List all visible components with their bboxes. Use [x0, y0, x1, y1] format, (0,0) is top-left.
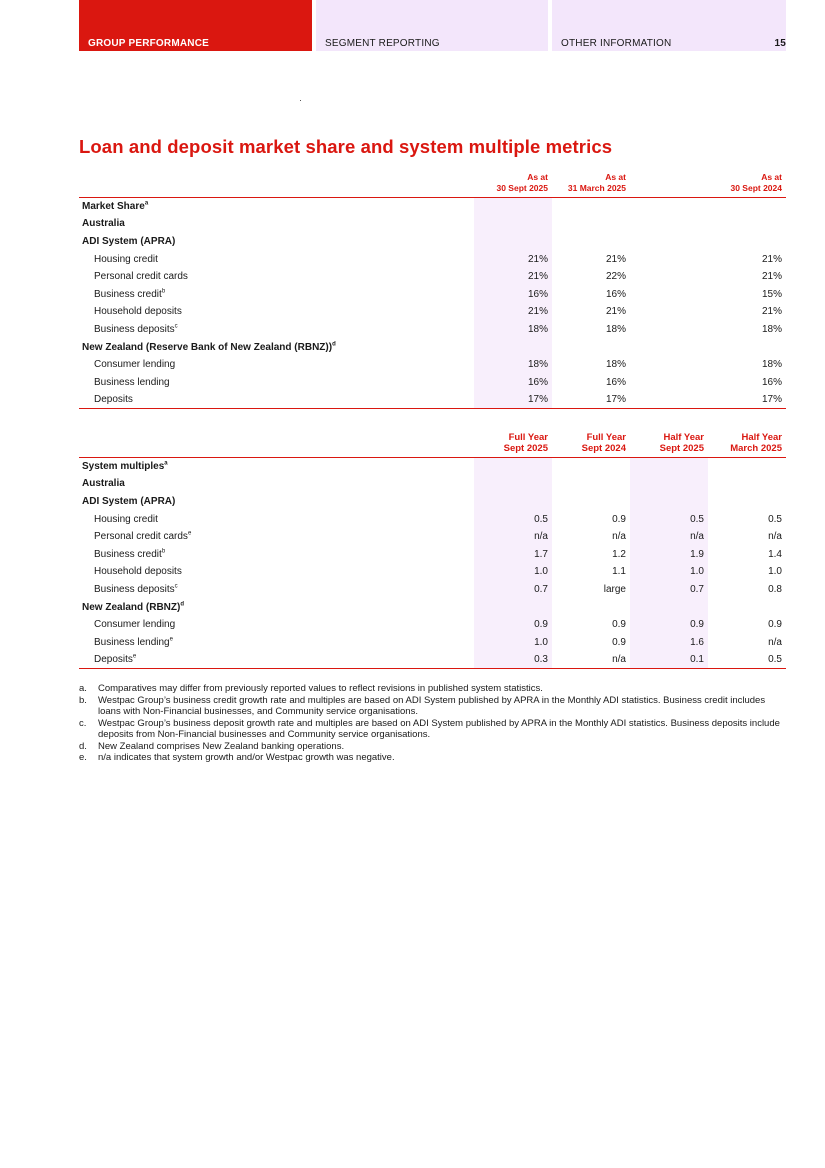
footnote-text: New Zealand comprises New Zealand banking operations.: [98, 740, 345, 752]
table-cell: n/a: [768, 531, 782, 543]
table-cell: [708, 475, 786, 493]
table-cell: 21%: [605, 306, 626, 318]
row-label: Housing credit: [94, 253, 158, 265]
table-cell: n/a: [630, 528, 708, 546]
table-row: [79, 616, 786, 634]
page-title: Loan and deposit market share and system multiple metrics: [79, 136, 613, 157]
table-cell: 17%: [605, 394, 626, 406]
table-cell: [552, 233, 630, 251]
row-label: Business credit$^b$: [94, 548, 166, 560]
table-row: [79, 268, 786, 286]
table-row: [79, 391, 786, 409]
table-cell: 0.5: [768, 654, 782, 666]
table-cell: [474, 458, 552, 476]
footnote-text: Westpac Group’s business deposit growth rate and multiples are based on ADI System published by APRA in the Monthly ADI statistics. Business deposits include deposits from Non-Financial businesses and Community service organisations.: [98, 717, 780, 740]
table-cell: 1.7: [474, 545, 552, 563]
table-cell: 0.5: [474, 510, 552, 528]
row-label: Business credit$^b$: [94, 288, 166, 300]
table-cell: [552, 338, 630, 356]
row-label: System multiples$^a$: [82, 460, 168, 473]
row-label: Housing credit: [94, 513, 158, 525]
table-cell: 1.0: [630, 563, 708, 581]
table-row: [79, 233, 786, 251]
footnote-marker: e: [169, 636, 173, 643]
market-share-header-row: [79, 172, 786, 198]
table-row: [79, 303, 786, 321]
table-row: [79, 651, 786, 669]
table-cell: [474, 215, 552, 233]
table-cell: 0.9: [630, 616, 708, 634]
table-cell: 1.2: [612, 548, 626, 560]
footnote-marker: c: [174, 323, 178, 330]
footnote-text: Comparatives may differ from previously reported values to reflect revisions in published system statistics.: [98, 683, 543, 694]
table-cell: 0.1: [630, 651, 708, 669]
row-label: Household deposits: [94, 566, 182, 578]
table-cell: [552, 598, 630, 616]
table-row: [79, 458, 786, 476]
footnote-marker: d: [332, 341, 336, 348]
footnote-marker: e: [132, 653, 137, 660]
footnote-label: a.: [79, 683, 87, 694]
table-cell: 21%: [605, 253, 626, 265]
table-cell: 16%: [605, 376, 626, 388]
table-row: [79, 356, 786, 374]
table-cell: n/a: [612, 531, 626, 543]
column-header: Half Year Sept 2025: [659, 432, 704, 454]
table-cell: 0.9: [612, 619, 626, 631]
row-label: Deposits: [94, 394, 133, 406]
table-cell: 0.8: [768, 583, 782, 595]
header-spacer: [79, 172, 474, 198]
table-cell: 0.3: [474, 651, 552, 669]
table-cell: [708, 598, 786, 616]
footnote-label: d.: [79, 740, 87, 752]
row-label: ADI System (APRA): [82, 235, 176, 247]
table-row: [79, 475, 786, 493]
table-cell: 1.0: [768, 566, 782, 578]
system-multiples-header-row: [79, 432, 786, 458]
row-label: Business lending: [94, 376, 170, 388]
table-cell: 0.9: [612, 636, 626, 648]
table-cell: [552, 475, 630, 493]
table-cell: [708, 493, 786, 511]
system-multiples-table: [79, 432, 786, 669]
table-cell: 0.9: [474, 616, 552, 634]
footnote-marker: a: [164, 460, 168, 467]
row-label: Personal credit cards: [94, 271, 188, 283]
table-cell: [552, 215, 630, 233]
row-label: Personal credit cards$^e$: [94, 530, 192, 543]
table-cell: [708, 458, 786, 476]
table-cell: 0.7: [630, 581, 708, 599]
footnote-marker: b: [161, 548, 166, 555]
row-label: New Zealand (RBNZ)$^d$: [82, 601, 185, 613]
table-cell: 21%: [761, 271, 782, 283]
table-cell: [474, 493, 552, 511]
header-spacer: [79, 432, 474, 458]
row-label: New Zealand (Reserve Bank of New Zealand (RBNZ))$^d$: [82, 341, 336, 353]
table-cell: 16%: [474, 373, 552, 391]
table-cell: 0.9: [768, 619, 782, 631]
footnote-item: [79, 695, 786, 718]
table-cell: [630, 493, 708, 511]
table-cell: 15%: [761, 288, 782, 300]
table-cell: large: [603, 583, 626, 595]
table-cell: [552, 493, 630, 511]
table-row: [79, 633, 786, 651]
table-cell: 18%: [761, 359, 782, 371]
table-cell: [630, 198, 786, 216]
footnote-text: n/a indicates that system growth and/or Westpac growth was negative.: [98, 752, 395, 763]
footnote-marker: d: [180, 601, 185, 608]
table-cell: [474, 338, 552, 356]
footnotes: [79, 683, 786, 764]
column-header: As at 31 March 2025: [567, 172, 626, 193]
table-row: [79, 338, 786, 356]
table-cell: 1.0: [474, 633, 552, 651]
footnote-label: b.: [79, 694, 87, 706]
table-row: [79, 198, 786, 216]
table-cell: n/a: [768, 636, 782, 648]
table-cell: 1.1: [612, 566, 626, 578]
footnote-marker: e: [187, 530, 192, 537]
table-cell: 0.7: [474, 581, 552, 599]
table-cell: 21%: [474, 303, 552, 321]
table-cell: 17%: [761, 394, 782, 406]
table-cell: n/a: [474, 528, 552, 546]
row-label: Business deposits$^c$: [94, 323, 178, 335]
table-cell: 18%: [474, 321, 552, 339]
table-cell: [630, 338, 786, 356]
table-cell: 1.0: [474, 563, 552, 581]
table-row: [79, 250, 786, 268]
table-cell: 17%: [474, 391, 552, 409]
page-number: 15: [774, 38, 786, 49]
footnote-item: [79, 683, 786, 695]
row-label: Business lending$^e$: [94, 636, 173, 648]
table-cell: 0.9: [612, 513, 626, 525]
column-header: Full Year Sept 2024: [581, 432, 626, 454]
table-cell: 16%: [474, 285, 552, 303]
row-label: Business deposits$^c$: [94, 583, 178, 595]
table-row: [79, 510, 786, 528]
table-row: [79, 581, 786, 599]
column-header: Half Year March 2025: [730, 432, 782, 454]
table-cell: [630, 598, 708, 616]
table-cell: 16%: [761, 376, 782, 388]
table-cell: 1.9: [630, 545, 708, 563]
tab-other-information-label: OTHER INFORMATION: [561, 38, 672, 49]
table-cell: 21%: [761, 253, 782, 265]
footnote-item: [79, 718, 786, 741]
market-share-table: [79, 172, 786, 409]
row-label: Consumer lending: [94, 619, 176, 631]
table-cell: 0.5: [630, 510, 708, 528]
table-cell: [552, 458, 630, 476]
footnote-item: [79, 741, 786, 753]
table-cell: 21%: [761, 306, 782, 318]
row-label: Household deposits: [94, 306, 182, 318]
table-cell: 18%: [761, 323, 782, 335]
table-cell: [474, 598, 552, 616]
table-row: [79, 545, 786, 563]
table-cell: 18%: [605, 323, 626, 335]
footnote-item: [79, 752, 786, 764]
table-row: [79, 563, 786, 581]
table-cell: 21%: [474, 268, 552, 286]
row-label: Deposits$^e$: [94, 653, 137, 666]
row-label: Australia: [82, 478, 125, 490]
table-row: [79, 215, 786, 233]
table-cell: [474, 198, 552, 216]
footnote-label: e.: [79, 752, 87, 763]
stray-dot: [300, 100, 301, 101]
table-cell: 0.5: [768, 513, 782, 525]
tab-segment-reporting[interactable]: SEGMENT REPORTING: [316, 0, 548, 51]
table-cell: [552, 198, 630, 216]
footnote-marker: a: [144, 200, 149, 207]
tab-other-information[interactable]: [552, 0, 786, 51]
section-nav: [79, 0, 786, 51]
table-row: [79, 528, 786, 546]
footnote-text: Westpac Group’s business credit growth rate and multiples are based on ADI System published by APRA in the Monthly ADI statistics. Business credit includes loans with Non-Financial businesses, and Community service organisations.: [98, 694, 766, 717]
table-cell: 18%: [605, 359, 626, 371]
table-cell: 16%: [605, 288, 626, 300]
column-header: As at 30 Sept 2025: [496, 172, 548, 193]
table-row: [79, 493, 786, 511]
table-row: [79, 598, 786, 616]
row-label: ADI System (APRA): [82, 495, 176, 507]
table-row: [79, 321, 786, 339]
footnote-marker: b: [161, 288, 166, 295]
tab-group-performance[interactable]: GROUP PERFORMANCE: [79, 0, 312, 51]
table-cell: 18%: [474, 356, 552, 374]
footnote-label: c.: [79, 717, 87, 729]
row-label: Consumer lending: [94, 359, 176, 371]
table-cell: [474, 475, 552, 493]
table-cell: [630, 215, 786, 233]
column-header: Full Year Sept 2025: [503, 432, 548, 454]
table-row: [79, 373, 786, 391]
table-cell: n/a: [612, 654, 626, 666]
table-cell: 1.6: [630, 633, 708, 651]
table-cell: [630, 458, 708, 476]
footnote-marker: c: [174, 583, 178, 590]
table-row: [79, 285, 786, 303]
row-label: Australia: [82, 218, 125, 230]
column-header: As at 30 Sept 2024: [730, 172, 782, 193]
table-cell: 1.4: [768, 548, 782, 560]
table-cell: [630, 233, 786, 251]
row-label: Market Share$^a$: [82, 200, 149, 213]
table-cell: 21%: [474, 250, 552, 268]
table-cell: [630, 475, 708, 493]
table-cell: [474, 233, 552, 251]
table-cell: 22%: [605, 271, 626, 283]
